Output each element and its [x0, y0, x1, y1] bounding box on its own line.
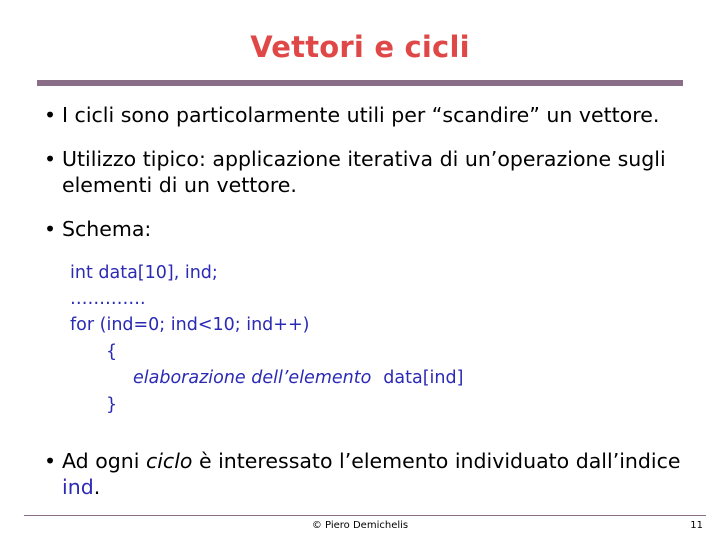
bullet-item-2 [44, 146, 694, 198]
bullet-text: I cicli sono particolarmente utili per “scandire” un vettore. [62, 103, 660, 127]
bullet-item-1 [44, 102, 694, 128]
page-number: 11 [690, 520, 703, 531]
code-line-declaration: int data[10], ind; [70, 263, 218, 283]
bullet-text-emphasis: ciclo [145, 449, 193, 473]
bullet-text-part: è interessato l’elemento individuato dall’indice [192, 449, 681, 473]
title-divider [37, 80, 683, 86]
bullet-text-part: . [93, 475, 101, 499]
bullet-text: Utilizzo tipico: applicazione iterativa di un’operazione sugli elementi di un vettore. [62, 147, 666, 197]
bullet-marker: • [44, 103, 57, 127]
slide-title: Vettori e cicli [250, 30, 470, 64]
footer-author: © Piero Demichelis [311, 520, 409, 531]
bullet-marker: • [44, 147, 57, 171]
code-line-for: for (ind=0; ind<10; ind++) [70, 315, 310, 335]
code-line-ellipsis: …………. [70, 289, 146, 309]
footer-divider [24, 515, 706, 516]
bullet-marker: • [44, 217, 57, 241]
bullet-item-4 [44, 448, 694, 500]
code-line-open-brace: { [106, 342, 118, 362]
code-line-body [133, 366, 463, 390]
code-body-description: elaborazione dell’elemento [133, 368, 372, 388]
bullet-text [44, 448, 694, 500]
bullet-text-code: ind [62, 475, 94, 499]
code-body-expression: data[ind] [383, 368, 464, 388]
bullet-text-part: Ad ogni [62, 449, 146, 473]
code-line-close-brace: } [106, 395, 118, 415]
bullet-item-3 [44, 216, 694, 242]
bullet-marker: • [44, 449, 57, 473]
bullet-text: Schema: [62, 217, 152, 241]
